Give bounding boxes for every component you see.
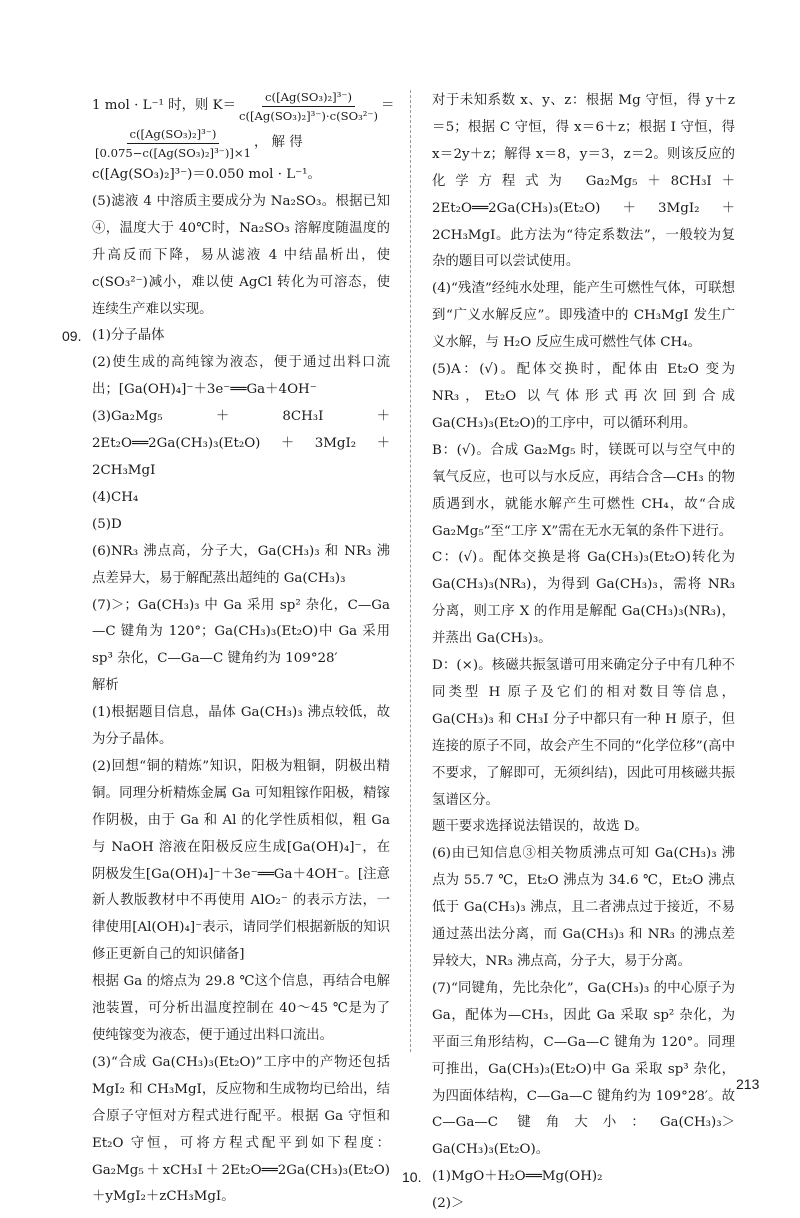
answer-part-5-filtrate: (5)滤液 4 中溶质主要成分为 Na₂SO₃。根据已知④，温度大于 40℃时，Na₂SO₃ 溶解度随温度的升高反而下降，易从滤液 4 中结晶析出，使 c(SO₃²⁻)减小，难以使 AgCl 转化为可溶态，使连续生产难以实现。 <box>92 193 390 317</box>
fraction-denominator: c([Ag(SO₃)₂]³⁻)·c(SO₃²⁻) <box>239 109 379 123</box>
solve-text: ， 解 得 <box>253 135 303 151</box>
fraction-denominator: [0.075−c([Ag(SO₃)₂]³⁻)]×1 <box>95 146 251 160</box>
equilibrium-result: c([Ag(SO₃)₂]³⁻)＝0.050 mol · L⁻¹。 <box>92 167 321 182</box>
explanation-5-option-c: C：(√)。配体交换是将 Ga(CH₃)₃(Et₂O)转化为 Ga(CH₃)₃(NR₃)，为得到 Ga(CH₃)₃，需将 NR₃ 分离，则工序 X 的作用是解配 Ga(CH₃)₃(NR₃)，并蒸出 Ga(CH₃)₃。 <box>432 550 735 647</box>
explanation-7: (7)“同键角，先比杂化”，Ga(CH₃)₃ 的中心原子为 Ga，配体为—CH₃，因此 Ga 采取 sp² 杂化，为平面三角形结构，C—Ga—C 键角为 120°。同理可推出，Ga(CH₃)₃(Et₂O)中 Ga 采取 sp³ 杂化，为四面体结构，C—Ga—C 键角约为 109°28′。故 C—Ga—C 键角大小：Ga(CH₃)₃＞Ga(CH₃)₃(Et₂O)。 <box>432 980 735 1158</box>
analysis-heading: 解析 <box>92 678 119 694</box>
explanation-5-option-d: D：(×)。核磁共振氢谱可用来确定分子中有几种不同类型 H 原子及它们的相对数目等信息，Ga(CH₃)₃ 和 CH₃I 分子中都只有一种 H 原子，但连接的原子不同，故会产生不同的“化学位移”(高中不要求，了解即可，无须纠结)，因此可用核磁共振氢谱区分。 <box>432 658 735 808</box>
answer-6: (6)NR₃ 沸点高，分子大，Ga(CH₃)₃ 和 NR₃ 沸点差异大，易于解配蒸出超纯的 Ga(CH₃)₃ <box>92 543 390 586</box>
q10-answer-1: (1)MgO＋H₂O══Mg(OH)₂ <box>432 1169 603 1185</box>
answer-5: (5)D <box>92 516 122 532</box>
explanation-5-conclusion: 题干要求选择说法错误的，故选 D。 <box>432 819 648 835</box>
equilibrium-constant-line <box>92 88 395 125</box>
answer-2: (2)使生成的高纯镓为液态，便于通过出料口流出；[Ga(OH)₄]⁻＋3e⁻══Ga＋4OH⁻ <box>92 355 390 398</box>
explanation-2-continued: 根据 Ga 的熔点为 29.8 ℃这个信息，再结合电解池装置，可分析出温度控制在 40～45 ℃是为了使纯镓变为液态，便于通过出料口流出。 <box>92 974 390 1043</box>
fraction-k <box>236 88 381 125</box>
fraction-numerator: c([Ag(SO₃)₂]³⁻) <box>262 88 355 107</box>
right-column <box>402 88 735 1218</box>
answer-3: (3)Ga₂Mg₅＋8CH₃I＋2Et₂O══2Ga(CH₃)₃(Et₂O)＋3MgI₂＋2CH₃MgI <box>92 409 390 478</box>
equilibrium-substitution-line <box>92 125 390 162</box>
question-10 <box>402 1164 735 1191</box>
eq-prefix: 1 mol · L⁻¹ 时，则 K＝ <box>92 98 236 114</box>
explanation-5-option-b: B：(√)。合成 Ga₂Mg₅ 时，镁既可以与空气中的氧气反应，也可以与水反应，再结合含—CH₃ 的物质遇到水，就能水解产生可燃性 CH₄，故“合成 Ga₂Mg₅”至“工序 X”需在无水无氧的条件下进行。 <box>432 442 735 539</box>
answer-4: (4)CH₄ <box>92 489 139 505</box>
explanation-6: (6)由已知信息③相关物质沸点可知 Ga(CH₃)₃ 沸点为 55.7 ℃，Et₂O 沸点为 34.6 ℃，Et₂O 沸点低于 Ga(CH₃)₃ 沸点，且二者沸点过于接近，不易通过蒸出法分离，而 Ga(CH₃)₃ 和 NR₃ 的沸点差异较大，NR₃ 沸点高，分子大，易于分离。 <box>432 846 735 969</box>
fraction-substituted <box>92 125 254 162</box>
explanation-2: (2)回想“铜的精炼”知识，阳极为粗铜，阴极出精铜。同理分析精炼金属 Ga 可知粗镓作阳极，精镓作阴极，由于 Ga 和 Al 的化学性质相似，粗 Ga 与 NaOH 溶液在阳极反应生成[Ga(OH)₄]⁻，在阴极发生[Ga(OH)₄]⁻＋3e⁻══Ga＋4OH⁻。[注意新人教版教材中不再使用 AlO₂⁻ 的表示方法，一律使用[Al(OH)₄]⁻表示，请同学们根据新版的知识修正更新自己的知识储备] <box>92 758 390 963</box>
eq-equals: ＝ <box>381 98 395 114</box>
explanation-3: (3)“合成 Ga(CH₃)₃(Et₂O)”工序中的产物还包括 MgI₂ 和 CH₃MgI，反应物和生成物均已给出，结合原子守恒对方程式进行配平。根据 Ga 守恒和 Et₂O 守恒，可将方程式配平到如下程度：Ga₂Mg₅＋xCH₃I＋2Et₂O══2Ga(CH₃)₃(Et₂O)＋yMgI₂＋zCH₃MgI。 <box>92 1054 390 1205</box>
answer-7: (7)＞；Ga(CH₃)₃ 中 Ga 采用 sp² 杂化，C—Ga—C 键角为 120°；Ga(CH₃)₃(Et₂O)中 Ga 采用 sp³ 杂化，C—Ga—C 键角约为 109°28′ <box>92 597 390 667</box>
page-number: 213 <box>736 1076 760 1092</box>
explanation-3-continued: 对于未知系数 x、y、z：根据 Mg 守恒，得 y＋z＝5；根据 C 守恒，得 x＝6＋z；根据 I 守恒，得 x＝2y＋z；解得 x＝8，y＝3，z＝2。则该反应的化学方程式为 Ga₂Mg₅＋8CH₃I＋2Et₂O══2Ga(CH₃)₃(Et₂O)＋3MgI₂＋2CH₃MgI。此方法为“待定系数法”，一般较为复杂的题目可以尝试使用。 <box>432 93 735 270</box>
explanation-1: (1)根据题目信息，晶体 Ga(CH₃)₃ 沸点较低，故为分子晶体。 <box>92 705 390 748</box>
q10-answer-2: (2)＞ <box>432 1196 465 1212</box>
column-divider <box>410 90 411 1052</box>
left-column <box>62 88 395 1211</box>
answer-1: (1)分子晶体 <box>92 328 165 344</box>
fraction-numerator: c([Ag(SO₃)₂]³⁻) <box>127 125 220 144</box>
explanation-4: (4)“残渣”经纯水处理，能产生可燃性气体，可联想到“广义水解反应”。即残渣中的 CH₃MgI 发生广义水解，与 H₂O 反应生成可燃性气体 CH₄。 <box>432 281 735 351</box>
explanation-5-option-a: (5)A：(√)。配体交换时，配体由 Et₂O 变为 NR₃，Et₂O 以气体形式再次回到合成 Ga(CH₃)₃(Et₂O)的工序中，可以循环利用。 <box>432 362 735 431</box>
question-number: 10. <box>402 1169 422 1186</box>
question-number: 09. <box>62 328 82 345</box>
question-09 <box>62 323 390 350</box>
